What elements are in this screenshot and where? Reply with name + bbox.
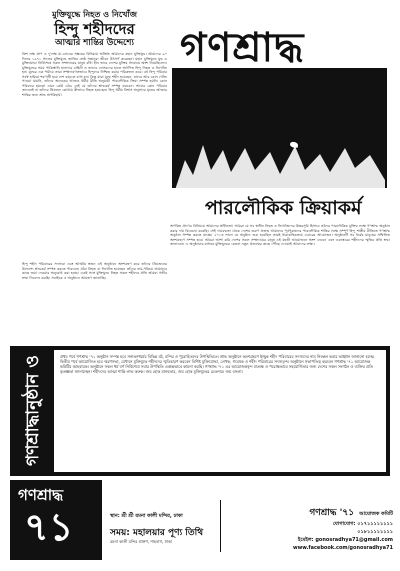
address-text: রমনা কালী মন্দির প্রাঙ্গণ, শাহবাগ, ঢাকা — [110, 539, 172, 544]
subtitle-main: হিন্দু শহীদদের — [54, 20, 135, 38]
subtitle-bottom: আত্মার শান্তির উদ্দেশ্যে — [55, 38, 134, 48]
left-bottom-paragraph: হিন্দু শহীদ পরিবারের সদস্যরা এবং আত্মীয় স্বজন এই অনুষ্ঠানে অংশগ্রহণ করে তাঁদের প্রিয়জনের উদ্দেশ্যে শ্রাদ্ধকর্ম সম্পন্ন করতে পারবেন। যাঁরা নিহত বা নিখোঁজ হয়েছেন তাঁদের নাম-পরিচয় আমাদের কাছে জমা দেওয়ার অনুরোধ করা হচ্ছে। একই সঙ্গে মুক্তিযুদ্ধে নিহত সকল শহীদের প্রতি আমরা গভীর শ্রদ্ধা নিবেদন করছি। সবাইকে এ অনুষ্ঠানে আমন্ত্রণ জানাচ্ছি। — [22, 262, 167, 280]
facebook-link[interactable]: www.facebook.com/gonosradhya71 — [292, 545, 393, 551]
date-text: সময়: মহালয়ার পূণ্য তিথি — [110, 528, 204, 538]
email-text[interactable]: ইমেইল: gonosradhya71@gmail.com — [297, 537, 393, 543]
program-text: প্রথম পর্বে গণশ্রাদ্ধ '৭১ অনুষ্ঠান সম্পন্ন হবে সনাতনধর্মের বিভিন্ন মঠ, মন্দির ও পুরোহিতদের উপস্থিতিতে। শ্রাদ্ধ অনুষ্ঠানে অংশগ্রহণে ইচ্ছুক শহীদ পরিবারের সদস্যদের নাম নিবন্ধন করার আহ্বান জানানো হচ্ছে। দ্বিতীয় পর্বে আয়োজিত হবে স্মরণসভা, যেখানে মুক্তিযুদ্ধে শহীদদের স্মৃতিচারণ করবেন বিশিষ্ট মুক্তিযোদ্ধা, লেখক, গবেষক ও শহীদ পরিবারের সদস্যবৃন্দ। অনুষ্ঠানে সভাপতিত্ব করবেন গণশ্রাদ্ধ '৭১ আয়োজক কমিটির আহবায়ক। অনুষ্ঠানে সকল ধর্ম বর্ণ নির্বিশেষে সবার উপস্থিতি একান্তভাবে কামনা করছি। গণশ্রাদ্ধ '৭১ এর আয়োজকবৃন্দ প্রত্যক্ষ ও পরোক্ষভাবে সহযোগিতার জন্য দেশের সকল সংগঠন ও ব্যক্তির প্রতি কৃতজ্ঞতা জানাচ্ছেন। শহীদদের আত্মা শান্তি লাভ করুক। জয় হোক মানবতার, জয় হোক মুক্তিযুদ্ধের চেতনার। জয় বাংলা। — [60, 354, 375, 374]
footer-logo-title: গণশ্রাদ্ধ — [18, 486, 64, 504]
phone-1: ০১৭১১১১১১১১ — [357, 521, 393, 527]
contact-label: যোগাযোগ: — [332, 521, 356, 527]
organizer-name: গণশ্রাদ্ধ '৭১ — [309, 508, 355, 518]
intro-paragraph: ত্রিশ লক্ষ প্রাণ ও দু'লক্ষ মা-বোনের সম্ভ্রমের বিনিময়ে অর্জিত আমাদের মহান মুক্তিযুদ্ধ। আমাদের ৯০ দিনের ১৯৭১ সালের মুক্তিযুদ্ধে জাতির শ্রেষ্ঠ সন্তানরা জীবন উৎসর্গ করেছেন। মহান মুক্তিযুদ্ধে যুদ্ধ ও মুক্তিযোদ্ধা নির্বিশেষে সকল সম্প্রদায়ের মানুষ বাঁধা হীন ভাবে দেশের মুক্তির সংগ্রামে অংশ নিয়েছিলেন। মুক্তিযুদ্ধের সময় পাকিস্তানি হানাদার বাহিনী ও তাদের দোসরদের হাতে অগণিত হিন্দু নিহত ও নিখোঁজ হন। যুদ্ধের এক পর্যায়ে তারা সম্প্রদায়গতভাবে হিন্দুদের নিশ্চিহ্ন করার পরিকল্পনা করে। বহু হিন্দু পরিবার সর্বস্ব হারিয়ে শরণার্থী হয়ে দেশ ছাড়তে বাধ্য হন। কিন্তু যারা যুদ্ধে শহীদ হয়েছেন, যাদের আর কোন খোঁজ পাওয়া যায়নি, তাঁদের অনেকের আজও ধর্মীয় রীতি অনুযায়ী পারলৌকিক ক্রিয়া সম্পন্ন হয়নি। কোন পরিবারে হয়তো এমন কেউ বেঁচে নেই যে তাঁদের শ্রাদ্ধকর্ম সম্পন্ন করবেন। আবার কোন পরিবার জানেনই না তাঁদের প্রিয়জন কোথায় কীভাবে নিহত হয়েছেন। হিন্দু ধর্মীয় বিশ্বাস অনুসারে মৃতের আত্মার শান্তির জন্য শ্রাদ্ধ অপরিহার্য। — [22, 52, 167, 97]
flame-icon — [175, 140, 385, 190]
footer-divider — [220, 500, 221, 552]
logo-number: ৭১ — [222, 75, 326, 168]
mid-paragraph: অপরিত প্রাণের বিনিময়ে আমাদের স্বাধীনতা। আমরা যে সব স্বাধীন নিহত ও নিখোঁজদের উত্তরসূরি হিসাবে তাঁদের পারলৌকিক মুক্তির লক্ষে গণশ্রাদ্ধ অনুষ্ঠান করার দায় বিবেচনা করেছি। সেই দায়বদ্ধতা থেকে দেশের তরুণ প্রজন্ম আমাদের পূর্বপুরুষদের পারলৌকিক শান্তির লক্ষে সম্পূর্ণ হিন্দু শাস্ত্রীয় রীতিতে গণশ্রাদ্ধ অনুষ্ঠান সম্পন্ন করতে যাচ্ছে। ২০১৩ সালে যে অনুষ্ঠান শুরু হয়েছিল তারই ধারাবাহিকতায় এবারের আয়োজন। অনুষ্ঠানটি সব ধর্মের মানুষের সম্মিলিত অংশগ্রহণে সম্পন্ন হবে। আমরা আশা করি দেশের সকল সম্প্রদায়ের মানুষ এই মহতী আয়োজনে অংশ নেবেন এবং একাত্তরের শহীদদের স্মৃতির প্রতি শ্রদ্ধা জানাবেন। এ অনুষ্ঠানের মাধ্যমে মুক্তিযুদ্ধের চেতনা নতুন প্রজন্মের কাছে পৌঁছে দেওয়াই আমাদের লক্ষ্য। — [170, 224, 390, 246]
program-vertical-label: গণশ্রাদ্ধানুষ্ঠান ও স্মরণসভা — [23, 355, 81, 467]
venue-text: স্থান: শ্রী শ্রী রমনা কালী মন্দির, ঢাকা — [110, 513, 183, 519]
event-title: পারলৌকিক ক্রিয়াকর্ম — [205, 197, 362, 219]
logo-title: গণশ্রাদ্ধ — [180, 25, 305, 71]
footer-logo-number: ৭১ — [24, 505, 74, 549]
header-block — [22, 10, 167, 292]
contact-block — [225, 500, 393, 552]
phone-2: ০১৮১১১১১১১১ — [357, 529, 393, 535]
organizer-suffix: আয়োজক কমিটি — [359, 511, 393, 517]
subtitle-top: মুক্তিযুদ্ধে নিহত ও নিখোঁজ — [52, 10, 137, 19]
